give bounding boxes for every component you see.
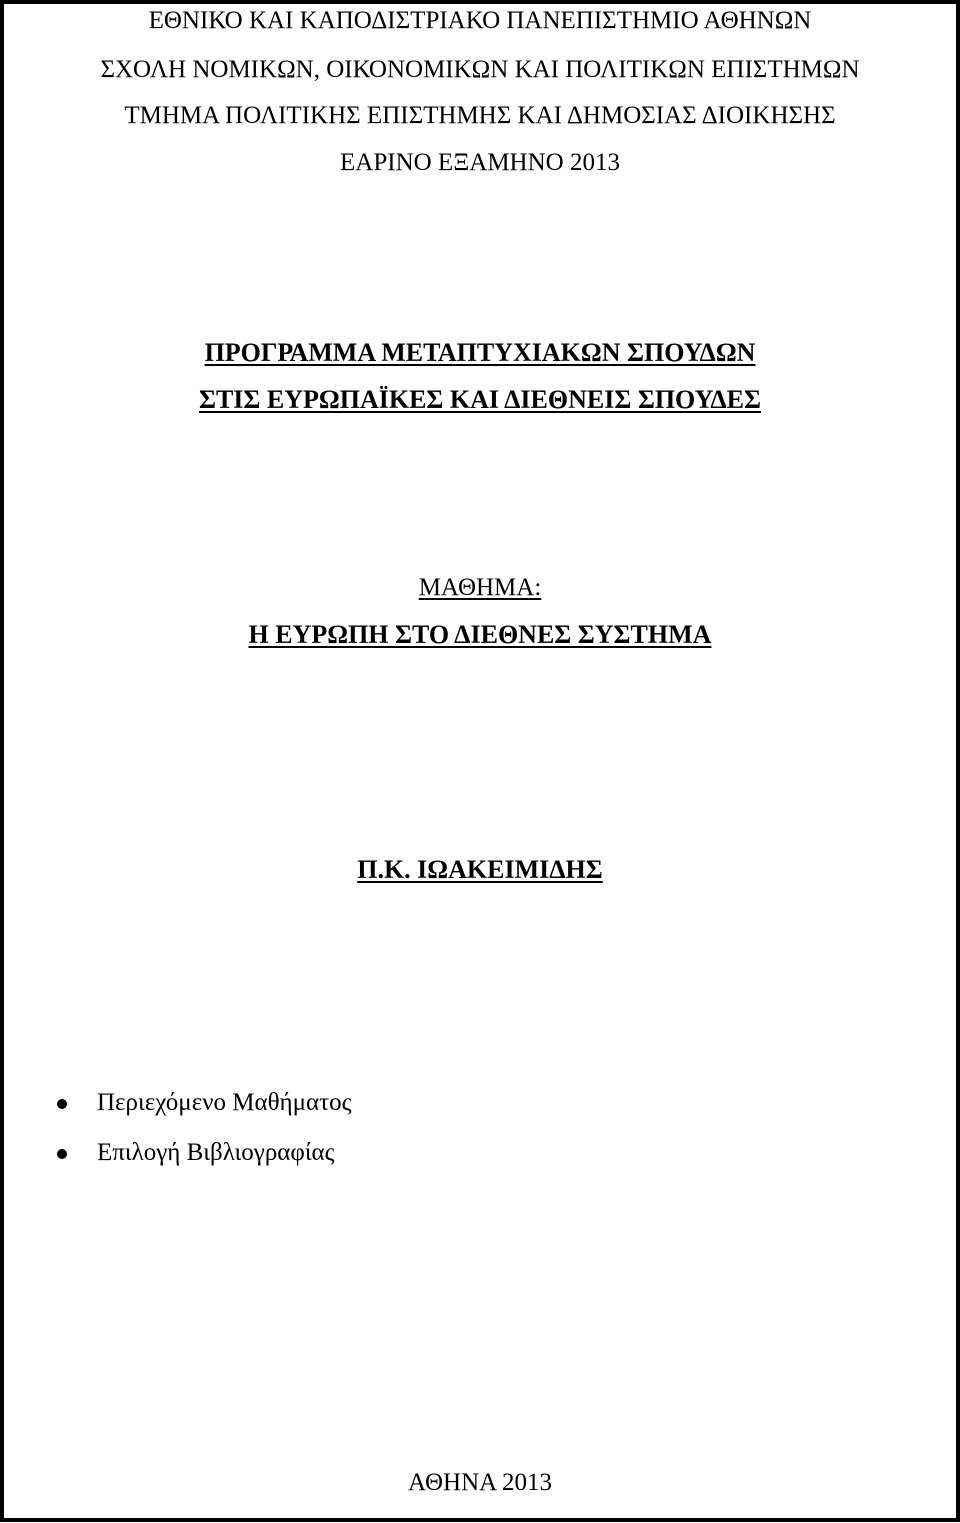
course-label: ΜΑΘΗΜΑ:: [418, 574, 542, 601]
contents-item-label: Επιλογή Βιβλιογραφίας: [97, 1139, 335, 1166]
course-title: Η ΕΥΡΩΠΗ ΣΤΟ ΔΙΕΘΝΕΣ ΣΥΣΤΗΜΑ: [248, 620, 712, 649]
department-name: ΤΜΗΜΑ ΠΟΛΙΤΙΚΗΣ ΕΠΙΣΤΗΜΗΣ ΚΑΙ ΔΗΜΟΣΙΑΣ ΔΙΟΙΚΗΣΗΣ: [124, 102, 836, 129]
semester: ΕΑΡΙΝΟ ΕΞΑΜΗΝΟ 2013: [340, 149, 620, 176]
program-title-line2: ΣΤΙΣ ΕΥΡΩΠΑΪΚΕΣ ΚΑΙ ΔΙΕΘΝΕΙΣ ΣΠΟΥΔΕΣ: [198, 385, 762, 414]
footer-place-date: ΑΘΗΝΑ 2013: [407, 1469, 553, 1496]
school-name: ΣΧΟΛΗ ΝΟΜΙΚΩΝ, ΟΙΚΟΝΟΜΙΚΩΝ ΚΑΙ ΠΟΛΙΤΙΚΩΝ ΕΠΙΣΤΗΜΩΝ: [100, 56, 860, 83]
bullet-icon: [57, 1149, 67, 1159]
author-name: Π.Κ. ΙΩΑΚΕΙΜΙΔΗΣ: [357, 855, 603, 884]
university-name: ΕΘΝΙΚΟ ΚΑΙ ΚΑΠΟΔΙΣΤΡΙΑΚΟ ΠΑΝΕΠΙΣΤΗΜΙΟ ΑΘΗΝΩΝ: [148, 7, 812, 34]
contents-item-label: Περιεχόμενο Μαθήματος: [97, 1089, 352, 1116]
program-title-line1: ΠΡΟΓΡΑΜΜΑ ΜΕΤΑΠΤΥΧΙΑΚΩΝ ΣΠΟΥΔΩΝ: [204, 338, 756, 367]
bullet-icon: [57, 1099, 67, 1109]
